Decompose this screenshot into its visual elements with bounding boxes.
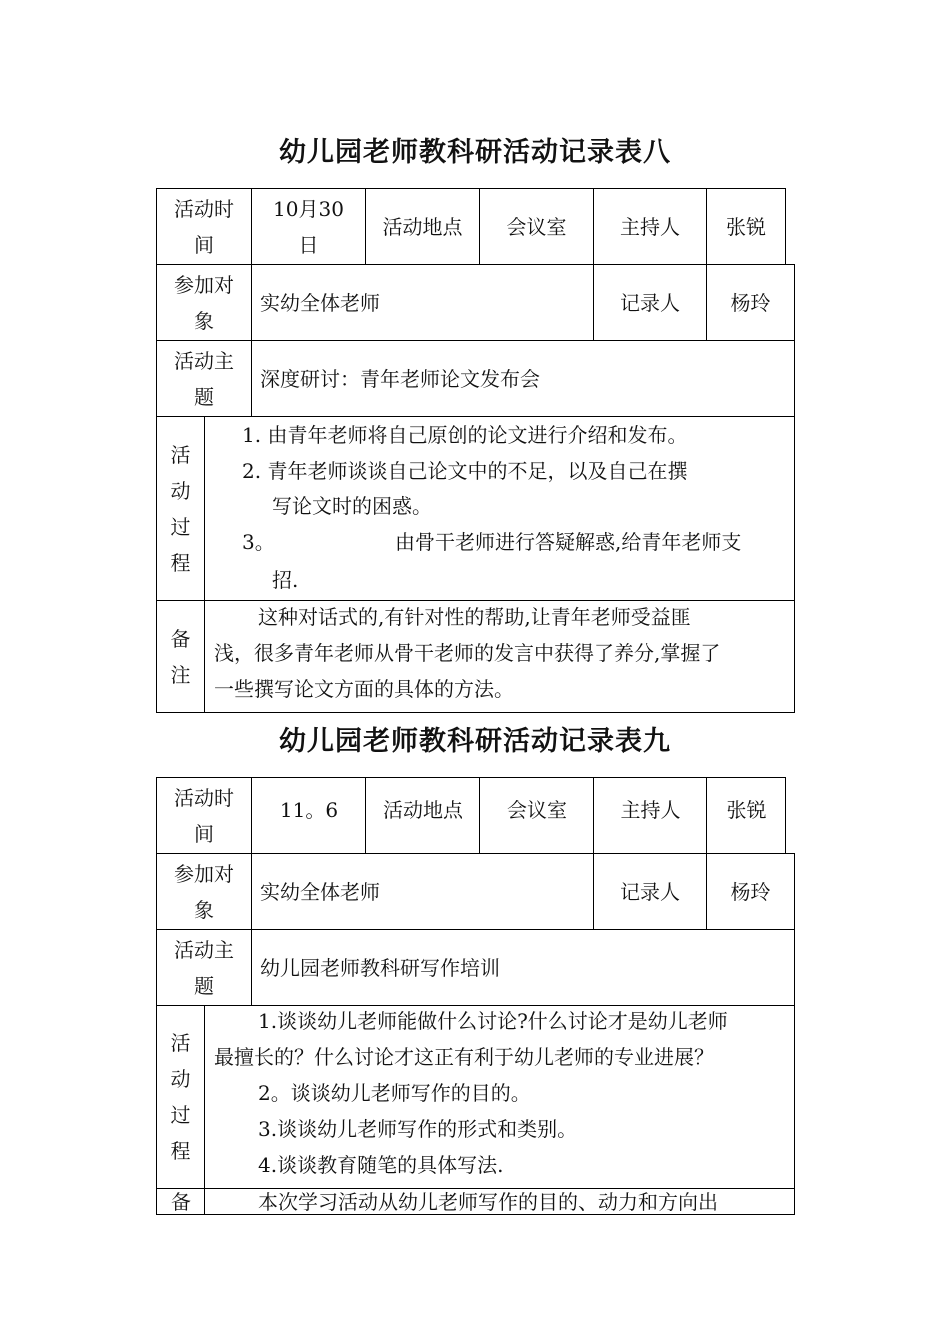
time-label-line1: 活动时 [174, 196, 234, 221]
theme-label [156, 340, 252, 416]
process-line: 招. [272, 568, 299, 592]
process-line: 4.谈谈教育随笔的具体写法. [258, 1153, 504, 1177]
place-label-text: 活动地点 [383, 798, 463, 822]
theme-label [156, 929, 252, 1005]
participants-label-line1: 参加对 [174, 272, 234, 297]
notes-label-char: 备 [170, 626, 191, 651]
time-value-text: 11。6 [279, 798, 339, 822]
notes-line: 浅，很多青年老师从骨干老师的发言中获得了养分,掌握了 [214, 641, 721, 665]
time-value [252, 777, 366, 853]
place-value [480, 777, 594, 853]
process-line: 由骨干老师进行答疑解惑,给青年老师支 [395, 530, 742, 554]
host-value [707, 777, 786, 853]
process-content [205, 416, 795, 600]
process-label [156, 1005, 205, 1188]
notes-label-char: 备 [171, 1190, 191, 1214]
participants-label-line2: 象 [194, 308, 214, 333]
time-value-line2: 日 [298, 232, 319, 257]
process-line: 1.谈谈幼儿老师能做什么讨论?什么讨论才是幼儿老师 [258, 1009, 728, 1033]
theme-label-line1: 活动主 [174, 937, 234, 962]
process-label [156, 416, 205, 600]
page-title-table9: 幼儿园老师教科研活动记录表九 [279, 726, 671, 757]
theme-label-line2: 题 [194, 384, 214, 409]
recorder-value: 杨玲 [707, 853, 795, 929]
host-label: 主持人 [594, 188, 707, 264]
notes-label [156, 1188, 205, 1215]
process-line: 1. 由青年老师将自己原创的论文进行介绍和发布。 [242, 423, 688, 447]
participants-label [156, 264, 252, 340]
theme-label-line2: 题 [194, 973, 214, 998]
recorder-value: 杨玲 [707, 264, 795, 340]
time-value-line1: 10月30 [273, 196, 344, 221]
process-content [205, 1005, 795, 1188]
notes-line: 一些撰写论文方面的具体的方法。 [214, 677, 514, 701]
participants-label [156, 853, 252, 929]
process-line: 3。 [242, 530, 275, 554]
process-label-char: 过 [170, 1103, 191, 1127]
participants-label-line1: 参加对 [174, 861, 234, 886]
place-label [366, 777, 480, 853]
participants-value: 实幼全体老师 [252, 853, 594, 929]
recorder-label: 记录人 [594, 853, 707, 929]
time-label [156, 777, 252, 853]
participants-value: 实幼全体老师 [252, 264, 594, 340]
process-label-char: 活 [170, 1031, 191, 1055]
notes-label [156, 600, 205, 713]
process-label-char: 程 [170, 1139, 191, 1163]
time-label-line1: 活动时 [174, 785, 234, 810]
theme-value: 深度研讨：青年老师论文发布会 [252, 340, 795, 416]
process-label-char: 过 [170, 514, 191, 539]
host-label-text: 主持人 [620, 798, 681, 822]
time-label-line2: 间 [194, 232, 214, 257]
process-label-char: 活 [170, 442, 191, 467]
process-line: 2. 青年老师谈谈自己论文中的不足，以及自己在撰 [242, 459, 688, 483]
process-line: 3.谈谈幼儿老师写作的形式和类别。 [258, 1117, 578, 1141]
notes-label-char: 注 [170, 662, 191, 687]
theme-label-line1: 活动主 [174, 348, 234, 373]
process-line: 2。谈谈幼儿老师写作的目的。 [258, 1081, 531, 1105]
host-value-text: 张锐 [726, 798, 767, 822]
host-label [594, 777, 707, 853]
process-label-char: 动 [170, 1067, 191, 1091]
page-title-table8: 幼儿园老师教科研活动记录表八 [279, 137, 671, 168]
host-value: 张锐 [707, 188, 786, 264]
participants-label-line2: 象 [194, 897, 214, 922]
notes-line: 本次学习活动从幼儿老师写作的目的、动力和方向出 [258, 1190, 718, 1214]
place-value: 会议室 [480, 188, 594, 264]
theme-value: 幼儿园老师教科研写作培训 [252, 929, 795, 1005]
place-label: 活动地点 [366, 188, 480, 264]
time-value [252, 188, 366, 264]
time-label [156, 188, 252, 264]
place-value-text: 会议室 [507, 798, 567, 822]
notes-line: 这种对话式的,有针对性的帮助,让青年老师受益匪 [258, 605, 691, 629]
notes-content [205, 600, 795, 713]
process-line: 最擅长的？什么讨论才这正有利于幼儿老师的专业进展？ [214, 1045, 714, 1069]
process-label-char: 动 [170, 478, 191, 503]
recorder-label: 记录人 [594, 264, 707, 340]
time-label-line2: 间 [194, 821, 214, 846]
process-line: 写论文时的困惑。 [272, 494, 432, 518]
notes-content [205, 1188, 795, 1215]
process-label-char: 程 [170, 550, 191, 575]
